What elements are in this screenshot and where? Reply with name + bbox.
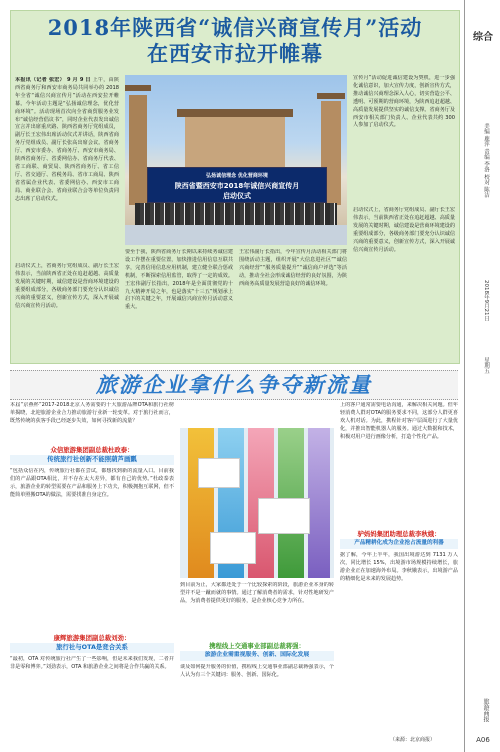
section-1-body [10, 468, 174, 630]
center-column-body: 到目前为止，大家都还处于一个比较探索的阶段，旅游企业本身的转型并不是一蹴而就的事情。通过了解消费者的需求，针对性地研发产品，为消费者提供更好的服务，是企业核心竞争力所在。 [180, 582, 334, 604]
subhead-1-subtitle: 传统旅行社创新不能照葫芦画瓢 [47, 455, 137, 463]
stage-screen [147, 167, 327, 203]
feature-headline: 旅游企业拿什么争夺新流量 [96, 372, 372, 397]
subhead-2-subtitle: 旅行社与OTA是竞合关系 [56, 643, 128, 651]
article-column-3a [125, 249, 233, 359]
column-4b-text: 启动仪式上，省商务厅党组成员、副厅长王宏伟表示，当前陕西省正处在追赶超越、高质量发展的关键时期，诚信建设是营商环境建设的重要组成部分，各级商务部门要充分认识诚信兴商的重要意义，创新宣传方式，深入开展诚信兴商宣传月活动。 [353, 207, 455, 253]
section-2-body [10, 656, 174, 744]
paper-name: 旅游商报 [482, 698, 489, 722]
page-sidebar [464, 0, 500, 752]
section-3-body [180, 664, 334, 744]
source-note: （来源：北京商报） [390, 737, 436, 743]
page-number: A06 [476, 736, 490, 744]
issue-date: 2018年9月21日 [483, 279, 489, 321]
subhead-2-title: 康辉旅游集团副总裁刘劲： [53, 634, 131, 642]
crowd [135, 203, 337, 225]
article-column-4b [353, 207, 455, 359]
subhead-4-subtitle: 产品精耕化成为企业抢占流量的利器 [354, 540, 444, 546]
top-article [10, 10, 460, 364]
article-column-3b [239, 249, 347, 359]
right-column-body: 上的客户通常需要电话沟通，来解决相关问题。但年轻消费人群对OTA的服务要求不同，这部分人群更喜欢人机对话。为此，携程针对客户层面进行了大量优化，并推出智能机器人的服务。通过大数据和技术，积极对用户进行画像分析，打造个性化产品。 [340, 402, 458, 440]
subhead-4-title: 驴妈妈集团助理总裁李秋娥： [357, 530, 441, 538]
section-2-text: “最初，OTA 对传统旅行社产生了一些影响，但是未来我们发现，二者并非是零和博弈。”刘劲表示，OTA 和旅游企业之间将是合作共赢的关系。 [10, 656, 174, 670]
section-4-text: 据了解，今年上半年，我国出境游达到 7131 万人次，同比增长 15%，出境游市场规模持续增长，旅游企业正在加速海外布局。李秋娥表示，出境游产品的精细化是未来的发展趋势。 [340, 552, 458, 582]
article-headline [11, 15, 459, 67]
stage-subtitle: 启动仪式 [223, 192, 251, 200]
subhead-1-title: 众信旅游集团副总裁杜政泰： [50, 446, 134, 454]
headline-line-1: 2018年陕西省“诚信兴商宣传月”活动 [47, 15, 423, 40]
feature-intro-text: 本届“京燕杯”2017-2018北京人务需要的十大旅游品牌OTA和旅行社榜单揭晓，北迎旅游企业合力推动旅游行业新一轮变革。对于旅行社而言，既然传统的获客手段已经逐步失效，如何寻找新的流量？ [10, 402, 174, 424]
section-4-body [340, 552, 458, 730]
editor-credits: 美编 鹿萍 责编 李洛 校对 陈洁 [483, 122, 489, 198]
headline-line-2: 在西安市拉开帷幕 [147, 41, 323, 66]
center-column-text [180, 582, 334, 638]
section-label: 综合 [473, 32, 493, 43]
column-1-text: 上午，由陕西省商务厅和西安市商务局共同举办的 2018 年全省“诚信兴商宣传月”活动在西安拉开帷幕。今年活动主题是“弘扬诚信理念，优化营商环境”。活动现场首次向全省商贸服务业发布“诚信经营倡议书”，同时企业代表发出诚信宣言并出席重庆路、陕西省商务厅党组成员，副厅长王宏伟出席活动仪式并讲话，陕西省商务厅党组成员、副厅长张高出席会议。省商务厅、西安市委办、省商务厅、西安市商务局、陕西省商务厅、省委网信办、省商务厅代表、省工商联、商贸局、陕西省商务厅、省工信厅、省交通厅、省税务局、省市工商局、陕西省省属企业代表、省委网信办、西安市工商局、商业联合会、省商业联合会等单位负责同志出席了启动仪式。 [15, 77, 119, 202]
right-column-text [340, 402, 458, 526]
event-photo [125, 75, 347, 245]
subhead-3-subtitle: 旅游企业需重视服务、创新、国际化发展 [204, 652, 310, 658]
section-3-text: 谈及如何提升服务的价值，携程线上交通事业部副总裁蒋强表示，个人认为有三个关键词：服务、创新、国际化。 [180, 664, 334, 678]
stage-slogan: 弘扬诚信理念 优化营商环境 [206, 173, 268, 179]
article-column-4 [353, 75, 455, 203]
issue-weekday: 星期五 [483, 356, 489, 374]
section-1-text: “包括众信在内，传统旅行社都在尝试，都想找到新的流量入口。目前我们的产品跟OTA相比，并不存在太大差异，都有自己的优势。”杜政泰表示，旅游企业的转型需要在产品和服务上下功夫，积极拥抱互联网，但不能简单照搬OTA的做法，需要找准自身定位。 [10, 468, 174, 498]
feature-banner [10, 370, 458, 400]
feature-image [180, 428, 334, 578]
column-2-text: 启动仪式上，省商务厅党组成员、副厅长王宏伟表示，当前陕西省正处在追赶超越、高质量发展的关键时期，诚信建设是营商环境建设的重要组成部分，各级商务部门要充分认识诚信兴商的重要意义，创新宣传方式，深入开展诚信兴商宣传月活动。 [15, 263, 119, 309]
feature-intro [10, 402, 174, 442]
article-column-1 [15, 77, 119, 261]
ground [125, 225, 347, 245]
stage-title: 陕西省暨西安市2018年诚信兴商宣传月 [174, 182, 300, 190]
column-4-text: 宣传月”活动促进诚信建设为契机，进一步强化诚信意识，加大宣传力度，创新宣传方式，推动诚信兴商理念深入人心，切实营造公平、透明、可预期的营商环境，为陕西追赶超越、高质量发展提供坚实的诚信支撑。省商务厅及西安市相关部门负责人、企业代表共约 300 人参加了启动仪式。 [353, 75, 455, 129]
article-column-2 [15, 263, 119, 359]
column-3a-text: 要至于我，陕西省商务厅长期以来持续务诚信建设工作摆在重要位置，加快推进信用信息互联共享，完善信用信息应用机制，建立健全联合惩戒机制，不断探索信用监管，取得了一定的成效。王宏伟副厅长指出，2018年是全面贯彻党的十九大精神开局之年，也是落实“十三五”规划承上启下的关键之年，开展诚信兴商宣传月活动意义重大。 [125, 249, 233, 311]
column-3b-text: 王宏伟副厅长指出，今年宣传月活动相关部门将围绕活动主题，组织开展“大信息进社区”“诚信兴商经营”“服务质量提升”“诚信商户评选”等活动，推动全社会形成诚信经营的良好氛围，为陕西商务高质量发展营造良好的诚信环境。 [239, 249, 347, 287]
article-byline: 本报讯（记者 张宏） 9 月 9 日 [15, 77, 91, 83]
subhead-3-title: 携程线上交通事业部副总裁蒋强： [209, 642, 305, 650]
